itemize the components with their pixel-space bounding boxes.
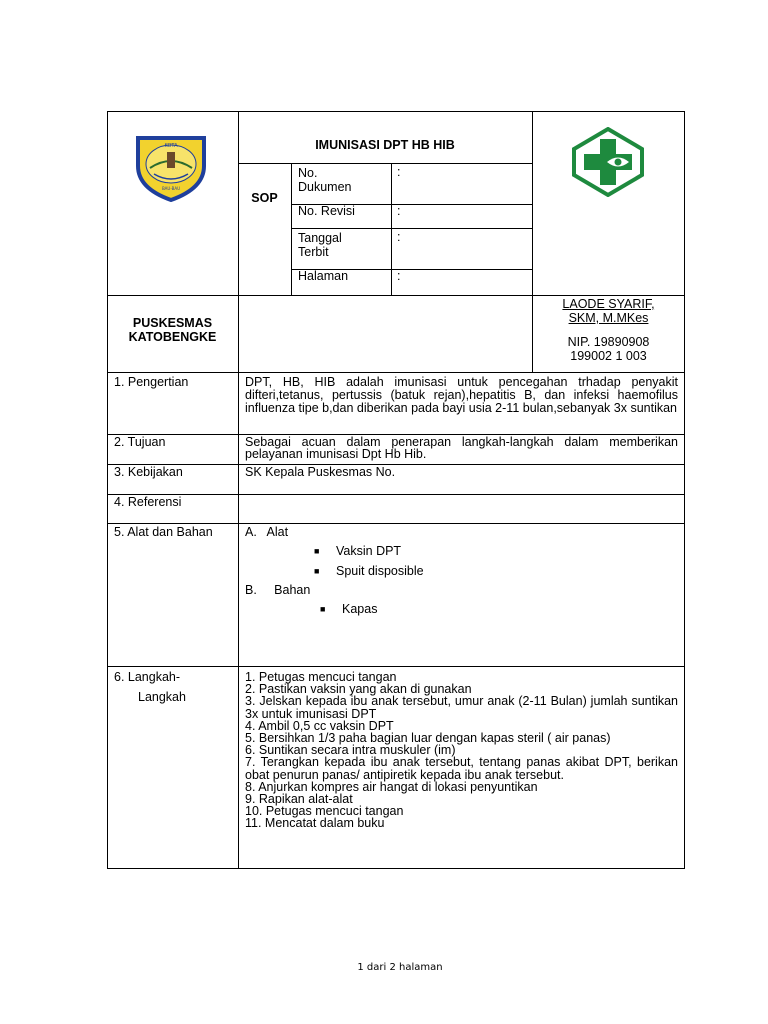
step-item: 8. Anjurkan kompres air hangat di lokasi penyuntikan [245,779,538,794]
bahan-heading: B. Bahan [245,583,311,597]
kebijakan-text: SK Kepala Puskesmas No. [245,465,396,479]
step-item: 9. Rapikan alat-alat [245,792,353,807]
page-footer: 1 dari 2 halaman [357,962,443,973]
step-item: 10. Petugas mencuci tangan [245,804,404,819]
revision-value: : [397,204,401,218]
signatory-name: LAODE SYARIF, SKM, M.MKes [562,297,655,325]
doc-number-label: No. Dukumen [298,166,352,194]
page-label: Halaman [298,269,349,283]
content-divider [238,373,239,869]
step-item: 6. Suntikan secara intra muskuler (im) [245,743,456,758]
referensi-label: 4. Referensi [114,495,182,509]
sop-label: SOP [251,191,278,205]
kota-logo-icon [132,132,210,202]
doc-number-value: : [397,165,401,179]
doc-value-divider [391,163,392,296]
header-divider-right [532,111,533,296]
svg-text:BAU-BAU: BAU-BAU [161,186,181,191]
row-divider-2 [107,464,685,465]
doc-row-divider-2 [291,228,532,229]
row-divider-3 [107,494,685,495]
steps-list [245,671,678,830]
step-item: 7. Terangkan kepada ibu anak tersebut, tentang panas akibat DPT, berikan obat penurun panas/ antipiretik kepada ibu anak tersebut. [245,755,678,782]
row-divider-5 [107,666,685,667]
row-divider-4 [107,523,685,524]
step-item: 11. Mencatat dalam buku [245,816,385,831]
sop-label-divider [291,163,292,296]
alat-item: Vaksin DPT [336,544,402,558]
issue-date-label: Tanggal Terbit [298,231,342,259]
step-item: 2. Pastikan vaksin yang akan di gunakan [245,682,472,697]
langkah-label-2: Langkah [138,690,186,704]
puskesmas-logo-icon [570,127,646,197]
issue-date-value: : [397,230,401,244]
pengertian-text: DPT, HB, HIB adalah imunisasi untuk pencegahan trhadap penyakit difteri,tetanus, pertussis (batuk rejan),hepatitis B, dan infeksi haemofilus influenza tipe b,dan diberikan pada bayi usia 2-11 bulan,sebanyak 3x suntikan [245,375,678,415]
revision-label: No. Revisi [298,204,355,218]
pengertian-label: 1. Pengertian [114,375,189,389]
alat-bahan-label: 5. Alat dan Bahan [114,525,213,539]
signatory-nip: NIP. 19890908 199002 1 003 [567,335,650,363]
tujuan-text: Sebagai acuan dalam penerapan langkah-langkah dalam memberikan pelayanan imunisasi Dpt Hb Hib. [245,435,678,461]
bullet-icon: ■ [320,604,326,614]
tujuan-label: 2. Tujuan [114,435,166,449]
puskesmas-name: PUSKESMAS KATOBENGKE [128,316,217,344]
title-divider [238,163,532,164]
langkah-label: 6. Langkah- [114,670,181,684]
kebijakan-label: 3. Kebijakan [114,465,183,479]
bullet-icon: ■ [314,566,320,576]
alat-heading: A. Alat [245,525,289,539]
org-divider-left [238,296,239,373]
bullet-icon: ■ [314,546,320,556]
step-item: 1. Petugas mencuci tangan [245,670,397,684]
alat-item: Spuit disposible [336,564,424,578]
bahan-item: Kapas [342,602,378,616]
step-item: 3. Jelskan kepada ibu anak tersebut, umur anak (2-11 Bulan) jumlah suntikan 3x untuk imunisasi DPT [245,694,678,721]
document-title: IMUNISASI DPT HB HIB [315,138,455,152]
page-value: : [397,269,401,283]
step-item: 5. Bersihkan 1/3 paha bagian luar dengan kapas steril ( air panas) [245,731,611,746]
svg-text:KOTA: KOTA [164,143,178,149]
step-item: 4. Ambil 0,5 cc vaksin DPT [245,718,394,733]
